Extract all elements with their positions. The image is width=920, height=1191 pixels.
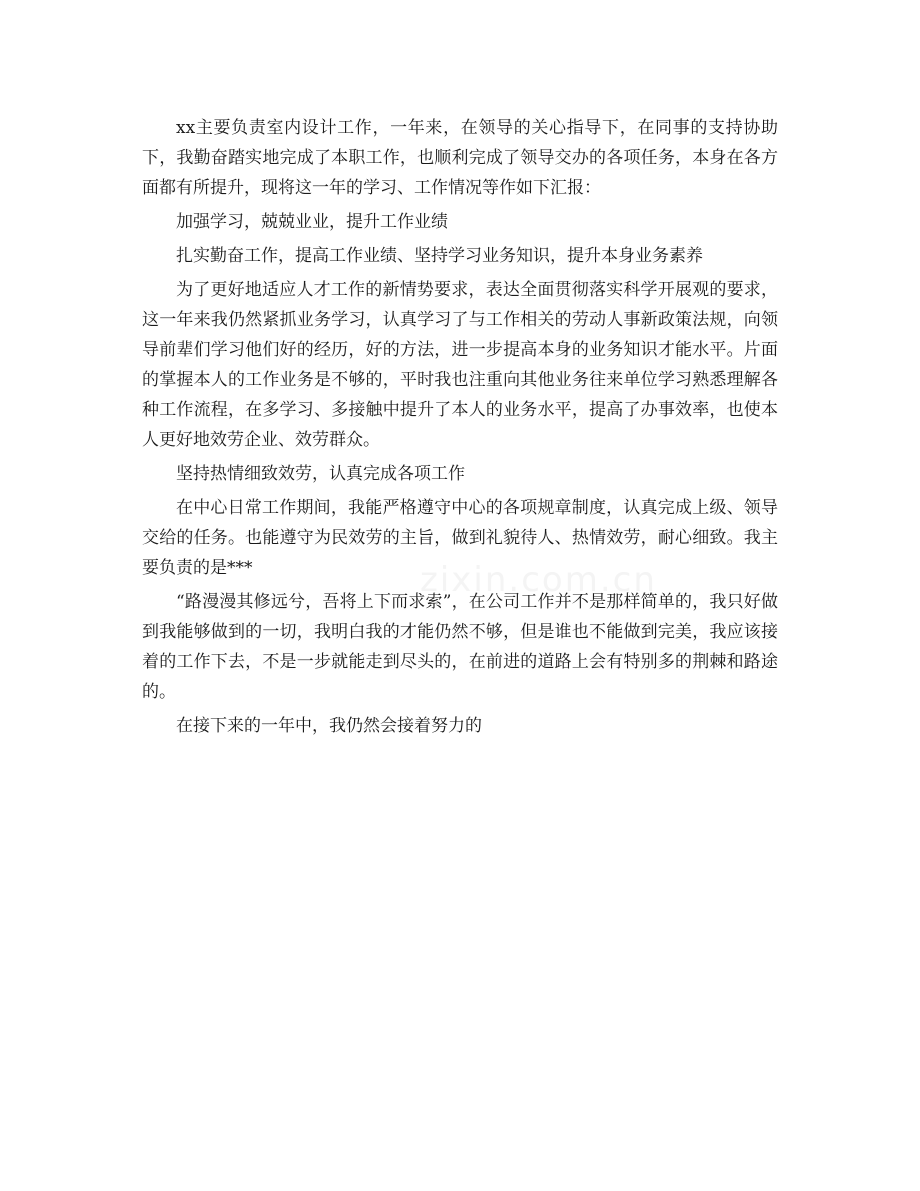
- paragraph-intro: xx主要负责室内设计工作，一年来，在领导的关心指导下，在同事的支持协助下，我勤奋踏实地完成了本职工作，也顺利完成了领导交办的各项任务，本身在各方面都有所提升，现将这一年的学习、工作情况等作如下汇报：: [142, 118, 778, 198]
- paragraph-service: 在中心日常工作期间，我能严格遵守中心的各项规章制度，认真完成上级、领导交给的任务。也能遵守为民效劳的主旨，做到礼貌待人、热情效劳，耐心细致。我主要负责的是***: [142, 498, 778, 578]
- watermark: zixin.com.cn: [420, 560, 657, 600]
- subsection-heading-work: 扎实勤奋工作，提高工作业绩、坚持学习业务知识，提升本身业务素养: [176, 246, 703, 266]
- section-heading-service: 坚持热情细致效劳，认真完成各项工作: [176, 464, 465, 484]
- paragraph-study: 为了更好地适应人才工作的新情势要求，表达全面贯彻落实科学开展观的要求，这一年来我仍然紧抓业务学习，认真学习了与工作相关的劳动人事新政策法规，向领导前辈们学习他们好的经历，好的方法，进一步提高本身的业务知识才能水平。片面的掌握本人的工作业务是不够的，平时我也注重向其他业务往来单位学习熟悉理解各种工作流程，在多学习、多接触中提升了本人的业务水平，提高了办事效率，也使本人更好地效劳企业、效劳群众。: [142, 280, 778, 450]
- document-body: [142, 113, 778, 745]
- paragraph-quote: “路漫漫其修远兮，吾将上下而求索”，在公司工作并不是那样简单的，我只好做到我能够做到的一切，我明白我的才能仍然不够，但是谁也不能做到完美，我应该接着的工作下去，不是一步就能走到尽头的，在前进的道路上会有特别多的荆棘和路途的。: [142, 592, 778, 702]
- paragraph-closing: 在接下来的一年中，我仍然会接着努力的: [176, 716, 482, 736]
- section-heading-study: 加强学习，兢兢业业，提升工作业绩: [176, 212, 448, 232]
